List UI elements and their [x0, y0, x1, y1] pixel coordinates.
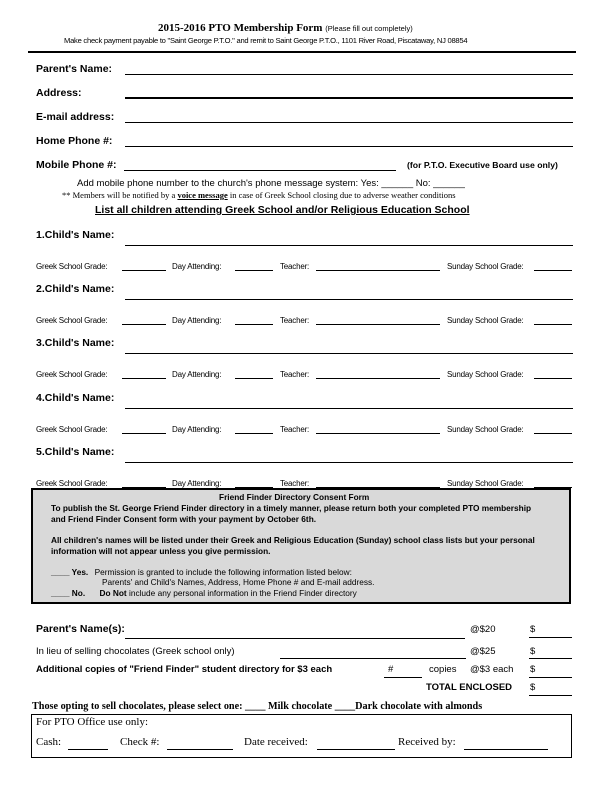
consent-title: Friend Finder Directory Consent Form: [219, 492, 370, 502]
address-field[interactable]: [125, 97, 573, 99]
home-phone-label: Home Phone #:: [36, 135, 113, 147]
consent-paragraph-2: All children's names will be listed under their Greek and Religious Education (Sunday) school class lists but your personal information will not appear unless you give permission.: [51, 535, 535, 556]
consent-paragraph-1: To publish the St. George Friend Finder directory in a timely manner, please return both your completed PTO membership and Friend Finder Consent form with your payment by October 6th.: [51, 503, 532, 524]
day-attending-label: Day Attending:: [172, 370, 222, 379]
day-attending-label: Day Attending:: [172, 479, 222, 488]
form-title-note: (Please fill out completely): [325, 24, 413, 33]
sunday-grade-field[interactable]: [534, 378, 572, 379]
greek-grade-label: Greek School Grade:: [36, 262, 108, 271]
voice-message-note: [62, 190, 456, 200]
mobile-phone-label: Mobile Phone #:: [36, 159, 117, 171]
consent-no-checkbox[interactable]: ____: [51, 588, 70, 598]
child-name-field[interactable]: [125, 462, 573, 463]
sunday-grade-field[interactable]: [534, 324, 572, 325]
day-attending-field[interactable]: [235, 433, 273, 434]
total-amount-field[interactable]: [529, 695, 572, 696]
consent-yes-checkbox[interactable]: ____: [51, 567, 70, 577]
email-label: E-mail address:: [36, 111, 115, 123]
copies-dollar: $: [530, 664, 536, 675]
church-phone-question: Add mobile phone number to the church's phone message system: Yes: ______ No: ______: [77, 178, 465, 189]
copies-amount-field[interactable]: [529, 677, 572, 678]
child-name-label: 4.Child's Name:: [36, 392, 115, 404]
office-date-label: Date received:: [244, 736, 308, 748]
payment-parents-names-field[interactable]: [125, 638, 465, 639]
teacher-label: Teacher:: [280, 370, 310, 379]
consent-yes-detail: Parents' and Child's Names, Address, Home Phone # and E-mail address.: [102, 577, 375, 587]
greek-grade-field[interactable]: [122, 433, 166, 434]
office-cash-field[interactable]: [68, 749, 108, 750]
office-received-by-label: Received by:: [398, 736, 456, 748]
day-attending-field[interactable]: [235, 324, 273, 325]
greek-grade-field[interactable]: [122, 378, 166, 379]
greek-grade-label: Greek School Grade:: [36, 316, 108, 325]
office-received-by-field[interactable]: [464, 749, 548, 750]
copies-count-field[interactable]: [384, 677, 422, 678]
greek-grade-field[interactable]: [122, 270, 166, 271]
sunday-grade-field[interactable]: [534, 433, 572, 434]
day-attending-label: Day Attending:: [172, 262, 222, 271]
consent-yes-text: Permission is granted to include the following information listed below:: [94, 567, 352, 577]
greek-grade-label: Greek School Grade:: [36, 479, 108, 488]
child-name-field[interactable]: [125, 245, 573, 246]
child-name-label: 1.Child's Name:: [36, 229, 115, 241]
office-cash-label: Cash:: [36, 736, 62, 748]
sunday-grade-label: Sunday School Grade:: [447, 370, 524, 379]
copies-word: copies: [429, 664, 457, 675]
voice-note-emphasis: voice message: [177, 190, 228, 200]
office-use-box: [31, 714, 572, 758]
exec-board-note: (for P.T.O. Executive Board use only): [407, 160, 558, 170]
teacher-label: Teacher:: [280, 316, 310, 325]
mobile-phone-field[interactable]: [124, 170, 396, 171]
sunday-grade-label: Sunday School Grade:: [447, 425, 524, 434]
greek-grade-label: Greek School Grade:: [36, 370, 108, 379]
consent-yes-row: [51, 567, 352, 578]
address-label: Address:: [36, 87, 82, 99]
consent-no-text: include any personal information in the Friend Finder directory: [128, 588, 357, 598]
office-check-field[interactable]: [167, 749, 233, 750]
copies-price: @$3 each: [470, 664, 514, 675]
copies-hash: #: [388, 664, 394, 675]
consent-no-row: [51, 588, 357, 599]
chocolates-amount-field[interactable]: [529, 658, 572, 659]
chocolates-label: In lieu of selling chocolates (Greek school only): [36, 646, 235, 657]
email-field[interactable]: [125, 122, 573, 123]
day-attending-label: Day Attending:: [172, 316, 222, 325]
payment-parents-names-label: Parent's Name(s):: [36, 623, 125, 635]
consent-no-emphasis: Do Not: [99, 588, 127, 598]
day-attending-field[interactable]: [235, 378, 273, 379]
day-attending-field[interactable]: [235, 270, 273, 271]
voice-note-prefix: ** Members will be notified by a: [62, 190, 178, 200]
sunday-grade-label: Sunday School Grade:: [447, 316, 524, 325]
sunday-grade-label: Sunday School Grade:: [447, 262, 524, 271]
voice-note-suffix: in case of Greek School closing due to adverse weather conditions: [227, 190, 456, 200]
children-heading: List all children attending Greek School and/or Religious Education School: [95, 204, 470, 216]
child-name-label: 2.Child's Name:: [36, 283, 115, 295]
greek-grade-label: Greek School Grade:: [36, 425, 108, 434]
office-title: For PTO Office use only:: [36, 716, 149, 728]
consent-no-label: No.: [71, 588, 86, 598]
chocolates-price: @$25: [470, 646, 496, 657]
chocolate-choice: Those opting to sell chocolates, please select one: ____ Milk chocolate ____Dark chocolate with almonds: [32, 701, 483, 712]
teacher-label: Teacher:: [280, 262, 310, 271]
total-dollar: $: [530, 682, 536, 693]
day-attending-label: Day Attending:: [172, 425, 222, 434]
parents-dollar: $: [530, 624, 536, 635]
consent-yes-label: Yes.: [71, 567, 89, 577]
chocolates-field[interactable]: [280, 658, 466, 659]
teacher-field[interactable]: [316, 378, 440, 379]
total-label: TOTAL ENCLOSED: [426, 682, 513, 693]
form-title: [158, 22, 413, 34]
friend-finder-consent-box: [31, 488, 571, 604]
copies-label: Additional copies of "Friend Finder" student directory for $3 each: [36, 664, 333, 675]
greek-grade-field[interactable]: [122, 324, 166, 325]
teacher-label: Teacher:: [280, 425, 310, 434]
teacher-field[interactable]: [316, 433, 440, 434]
child-name-field[interactable]: [125, 299, 573, 300]
parents-name-label: Parent's Name:: [36, 63, 113, 75]
teacher-field[interactable]: [316, 324, 440, 325]
office-check-label: Check #:: [120, 736, 160, 748]
child-name-label: 3.Child's Name:: [36, 337, 115, 349]
payment-instructions: Make check payment payable to "Saint George P.T.O." and remit to Saint George P.T.O., 1101 River Road, Piscataway, NJ 08854: [64, 36, 468, 45]
parents-amount-field[interactable]: [529, 637, 572, 638]
office-date-field[interactable]: [317, 749, 395, 750]
chocolates-dollar: $: [530, 646, 536, 657]
home-phone-field[interactable]: [125, 146, 573, 147]
parents-price: @$20: [470, 624, 496, 635]
child-name-label: 5.Child's Name:: [36, 446, 115, 458]
sunday-grade-field[interactable]: [534, 270, 572, 271]
teacher-label: Teacher:: [280, 479, 310, 488]
form-title-text: 2015-2016 PTO Membership Form: [158, 22, 323, 34]
child-name-field[interactable]: [125, 408, 573, 409]
teacher-field[interactable]: [316, 270, 440, 271]
sunday-grade-label: Sunday School Grade:: [447, 479, 524, 488]
header-divider: [28, 51, 576, 53]
child-name-field[interactable]: [125, 353, 573, 354]
parents-name-field[interactable]: [125, 74, 573, 75]
